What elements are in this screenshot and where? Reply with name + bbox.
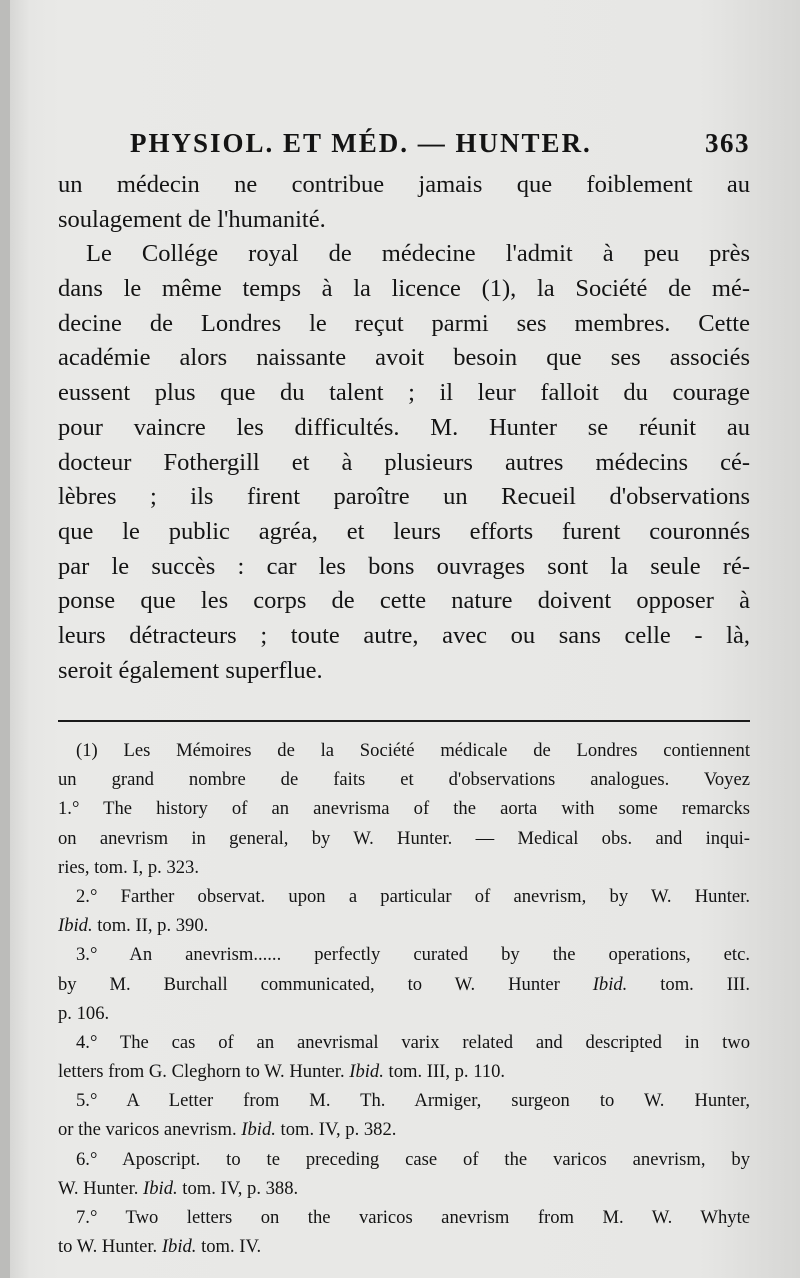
footnote-line: p. 106. [58,1002,110,1024]
footnote-line: or the varicos anevrism. Ibid. tom. IV, p. 382. [58,1119,397,1141]
text-line: un médecin ne contribue jamais que foiblement au [58,171,750,198]
footnote-line: by M. Burchall communicated, to W. Hunter Ibid. tom. III. [58,973,750,995]
text-line: dans le même temps à la licence (1), la Société de mé- [58,275,750,303]
text-line: seroit également superflue. [58,656,323,684]
text-line: que le public agréa, et leurs efforts furent couronnés [58,517,750,545]
running-header [130,128,750,159]
text-line: Le Collége royal de médecine l'admit à peu près [86,240,750,268]
footnote-line: 7.° Two letters on the varicos anevrism from M. W. Whyte [76,1207,750,1228]
footnote-line: W. Hunter. Ibid. tom. IV, p. 388. [58,1177,299,1199]
text-line: soulagement de l'humanité. [58,205,326,233]
footnote-line: 5.° A Letter from M. Th. Armiger, surgeon to W. Hunter, [76,1090,750,1112]
text-line: leurs détracteurs ; toute autre, avec ou sans celle - là, [58,621,750,649]
footnote-line: letters from G. Cleghorn to W. Hunter. Ibid. tom. III, p. 110. [58,1061,506,1083]
footnote-line: on anevrism in general, by W. Hunter. — Medical obs. and inqui- [58,827,750,849]
text-line: par le succès : car les bons ouvrages sont la seule ré- [58,552,750,580]
text-line: docteur Fothergill et à plusieurs autres médecins cé- [58,448,750,476]
footnote-line: un grand nombre de faits et d'observations analogues. Voyez [58,769,750,791]
footnote-line: Ibid. tom. II, p. 390. [58,915,209,937]
footnote-line: (1) Les Mémoires de la Société médicale de Londres contiennent [76,740,750,761]
main-text [58,168,750,688]
footnote-rule [58,720,750,722]
page-edge [0,0,10,1278]
footnote-line: 2.° Farther observat. upon a particular of anevrism, by W. Hunter. [76,885,750,907]
text-line: decine de Londres le reçut parmi ses membres. Cette [58,309,750,337]
text-line: ponse que les corps de cette nature doivent opposer à [58,587,750,615]
footnotes [58,736,750,1261]
page-number: 363 [705,128,750,158]
text-line: pour vaincre les difficultés. M. Hunter se réunit au [58,413,750,441]
running-title: PHYSIOL. ET MÉD. — HUNTER. [130,128,592,158]
footnote-line: 4.° The cas of an anevrismal varix related and descripted in two [76,1031,750,1053]
footnote-line: 6.° Aposcript. to te preceding case of the varicos anevrism, by [76,1148,750,1170]
text-line: académie alors naissante avoit besoin que ses associés [58,344,750,372]
text-line: lèbres ; ils firent paroître un Recueil d'observations [58,483,750,511]
text-line: eussent plus que du talent ; il leur falloit du courage [58,379,750,407]
footnote-line: to W. Hunter. Ibid. tom. IV. [58,1236,262,1258]
footnote-line: 3.° An anevrism...... perfectly curated by the operations, etc. [76,944,750,966]
footnote-line: 1.° The history of an anevrisma of the aorta with some remarcks [58,798,750,820]
footnote-line: ries, tom. I, p. 323. [58,856,199,878]
